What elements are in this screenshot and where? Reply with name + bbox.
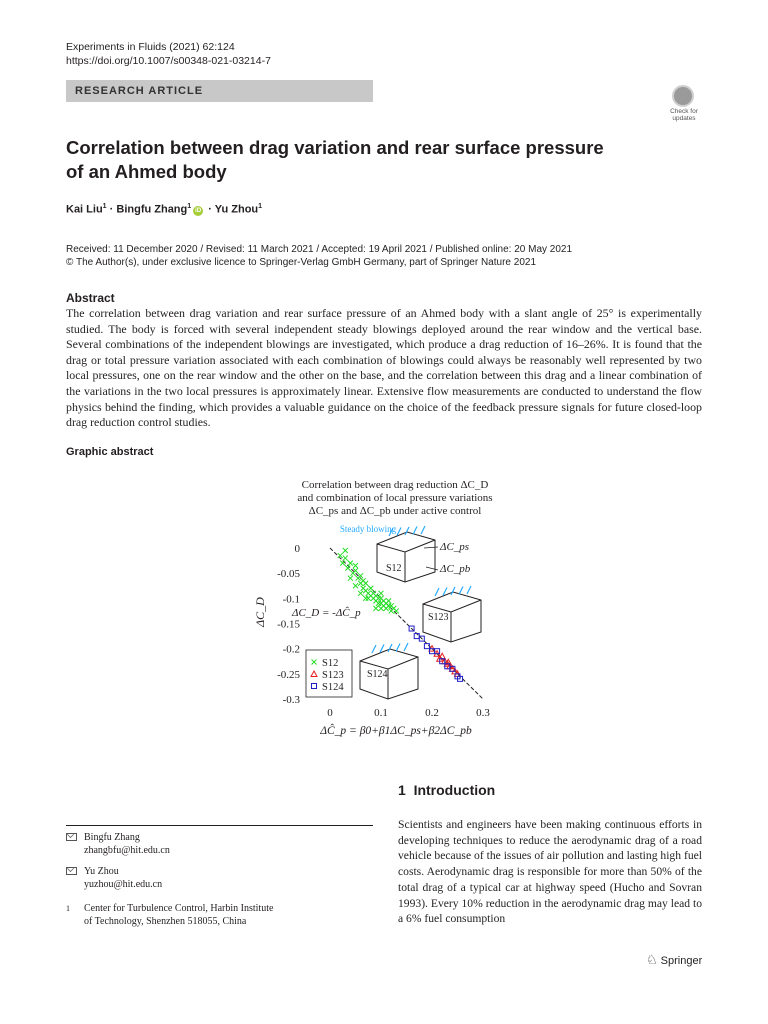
- abstract-heading: Abstract: [66, 291, 115, 305]
- y-axis-label: ΔC_D: [253, 597, 267, 627]
- doi-link[interactable]: https://doi.org/10.1007/s00348-021-03214-7: [66, 55, 271, 67]
- abstract-text: The correlation between drag variation and rear surface pressure of an Ahmed body with a slant angle of 25° is experimentally studied. The body is forced with several independent steady blowings deployed around the rear window and the vertical base. Several combinations of the independent blowings are investigated, which produce a drag reduction of 16–26%. It is found that the drag or total pressure variation associated with each combination of blowings could always be reasonably well represented by two local pressures, one on the rear window and the other on the base, and the correlation between this drag and a linear combination of the variations in the two local pressures is approximately linear. Extensive flow measurements are conducted to understand the flow physics behind the finding, which provides a valuable guidance on the choice of the feedback pressure signals for future closed-loop drag reduction control studies.: [66, 306, 702, 430]
- x-tick-label: 0.3: [476, 707, 490, 719]
- article-type-banner: RESEARCH ARTICLE: [66, 80, 373, 102]
- figure-title-line-1: Correlation between drag reduction ΔC_D: [301, 479, 489, 491]
- inset-label-s123: S123: [428, 612, 449, 623]
- inset-label-cpb: ΔC_pb: [440, 563, 471, 575]
- figure-title-line-3: ΔC_ps and ΔC_pb under active control: [308, 505, 482, 517]
- affiliation-line-1: Center for Turbulence Control, Harbin Institute: [84, 903, 274, 914]
- y-tick-label: -0.3: [282, 694, 300, 706]
- author-affiliation: 1: [187, 203, 192, 210]
- x-tick-label: 0: [327, 707, 333, 719]
- journal-citation: Experiments in Fluids (2021) 62:124: [66, 41, 235, 53]
- history-dates: Received: 11 December 2020 / Revised: 11 March 2021 / Accepted: 19 April 2021 / Published online: 20 May 2021: [66, 244, 573, 255]
- x-tick-label: 0.1: [374, 707, 388, 719]
- title-line-1: Correlation between drag variation and rear surface pressure: [66, 137, 604, 158]
- affiliation-line-2: of Technology, Shenzhen 518055, China: [84, 916, 247, 927]
- paper-title: [66, 136, 626, 184]
- steady-blowing-label: Steady blowing: [339, 524, 397, 534]
- x-axis-label: ΔĈ_p = β0+β1ΔC_ps+β2ΔC_pb: [320, 725, 472, 737]
- y-tick-label: -0.05: [277, 568, 300, 581]
- figure-title-line-2: and combination of local pressure variations: [297, 492, 493, 504]
- y-tick-label: -0.15: [277, 618, 300, 631]
- envelope-icon: [66, 831, 77, 844]
- correspondent-name: Bingfu Zhang: [84, 832, 140, 843]
- legend-label: S12: [322, 658, 339, 669]
- inset-label-s124: S124: [367, 669, 388, 680]
- correspondent-email[interactable]: zhangbfu@hit.edu.cn: [84, 845, 170, 856]
- y-tick-label: -0.1: [282, 593, 300, 606]
- section-title: Introduction: [413, 782, 496, 798]
- check-updates-line-1: Check for: [670, 108, 698, 115]
- author-affiliation: 1: [102, 203, 107, 210]
- graphic-abstract-heading: Graphic abstract: [66, 446, 154, 458]
- check-updates-line-2: updates: [672, 115, 696, 122]
- y-tick-label: -0.2: [282, 643, 300, 656]
- springer-horse-icon: ♘: [646, 952, 658, 967]
- correspondent-name: Yu Zhou: [84, 866, 119, 877]
- footnote-divider: [66, 825, 373, 826]
- publisher-logo: [646, 952, 702, 968]
- graphic-abstract-figure: [250, 472, 520, 744]
- author-name[interactable]: Kai Liu: [66, 203, 103, 216]
- legend-label: S123: [322, 670, 344, 681]
- title-line-2: of an Ahmed body: [66, 161, 227, 182]
- check-for-updates-badge[interactable]: [664, 84, 704, 124]
- author-name[interactable]: Bingfu Zhang: [116, 203, 188, 216]
- correspondent-email[interactable]: yuzhou@hit.edu.cn: [84, 879, 163, 890]
- inset-label-s12: S12: [386, 563, 402, 574]
- author-list: Kai Liu$^1$ · Bingfu Zhang$^1$iD · Yu Zhou$^1$: [66, 203, 263, 216]
- author-name[interactable]: Yu Zhou: [214, 203, 259, 216]
- copyright-notice: © The Author(s), under exclusive licence to Springer-Verlag GmbH Germany, part of Springer Nature 2021: [66, 257, 536, 268]
- y-tick-label: -0.25: [277, 668, 300, 681]
- section-number: 1: [398, 782, 406, 798]
- check-updates-icon: [672, 85, 694, 107]
- publisher-name: Springer: [660, 955, 703, 967]
- envelope-icon: [66, 865, 77, 878]
- fit-equation-label: ΔC_D = -ΔĈ_p: [292, 607, 361, 619]
- legend-label: S124: [322, 682, 344, 693]
- author-affiliation: 1: [258, 203, 263, 210]
- y-tick-label: 0: [294, 543, 300, 555]
- orcid-icon[interactable]: iD: [195, 207, 202, 214]
- inset-label-cps: ΔC_ps: [440, 541, 470, 553]
- introduction-text: Scientists and engineers have been making continuous efforts in developing techniques to reduce the aerodynamic drag of a road vehicle because of the issues of air pollution and lasting high fuel costs. Aerodynamic drag is responsible for more than 50% of the total drag of a typical car at highway speed (Hucho and Sovran 1993). Every 10% reduction in the aerodynamic drag may lead to a 6% fuel consumption: [398, 818, 702, 926]
- section-heading-introduction: [398, 782, 495, 798]
- affiliation-number: 1: [66, 904, 70, 913]
- x-tick-label: 0.2: [425, 707, 439, 719]
